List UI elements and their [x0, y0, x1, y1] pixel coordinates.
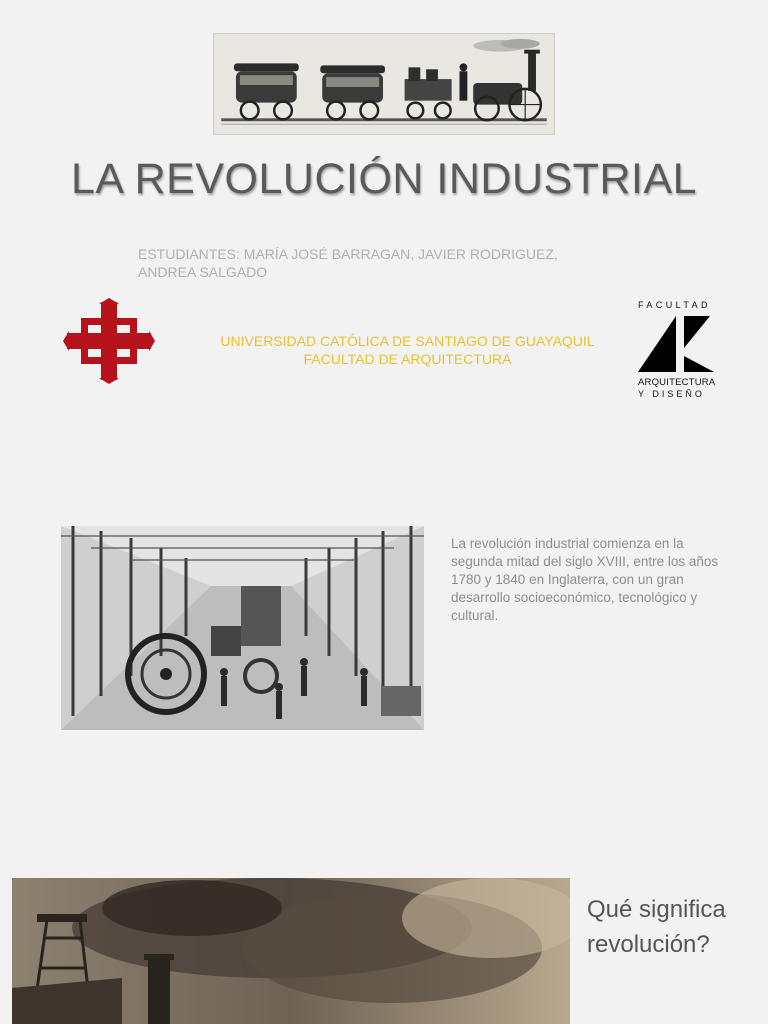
page-title: LA REVOLUCIÓN INDUSTRIAL	[70, 155, 698, 203]
factory-engraving	[61, 526, 424, 730]
university-line-1: UNIVERSIDAD CATÓLICA DE SANTIAGO DE GUAYAQUIL	[220, 333, 595, 349]
train-illustration	[213, 33, 555, 135]
intro-paragraph: La revolución industrial comienza en la segunda mitad del siglo XVIII, entre los años 1780 y 1840 en Inglaterra, con un gran desarrollo socioeconómico, tecnológico y cultural.	[451, 536, 719, 623]
arquitectura-logo-icon	[632, 296, 724, 402]
university-line-2: FACULTAD DE ARQUITECTURA	[303, 351, 512, 367]
faculty-logo-line-2: Y DISEÑO	[638, 389, 705, 399]
faculty-logo-top: FACULTAD	[638, 300, 711, 310]
students-list: ESTUDIANTES: MARÍA JOSÉ BARRAGAN, JAVIER RODRIGUEZ, ANDREA SALGADO	[138, 246, 558, 280]
cross-emblem-icon	[63, 298, 155, 384]
question-heading: Qué significa revolución?	[587, 896, 726, 958]
faculty-logo-mark	[636, 312, 716, 374]
industrial-smoke-painting	[12, 878, 570, 1024]
faculty-logo-line-1: ARQUITECTURA	[638, 377, 716, 388]
university-name	[180, 332, 635, 368]
